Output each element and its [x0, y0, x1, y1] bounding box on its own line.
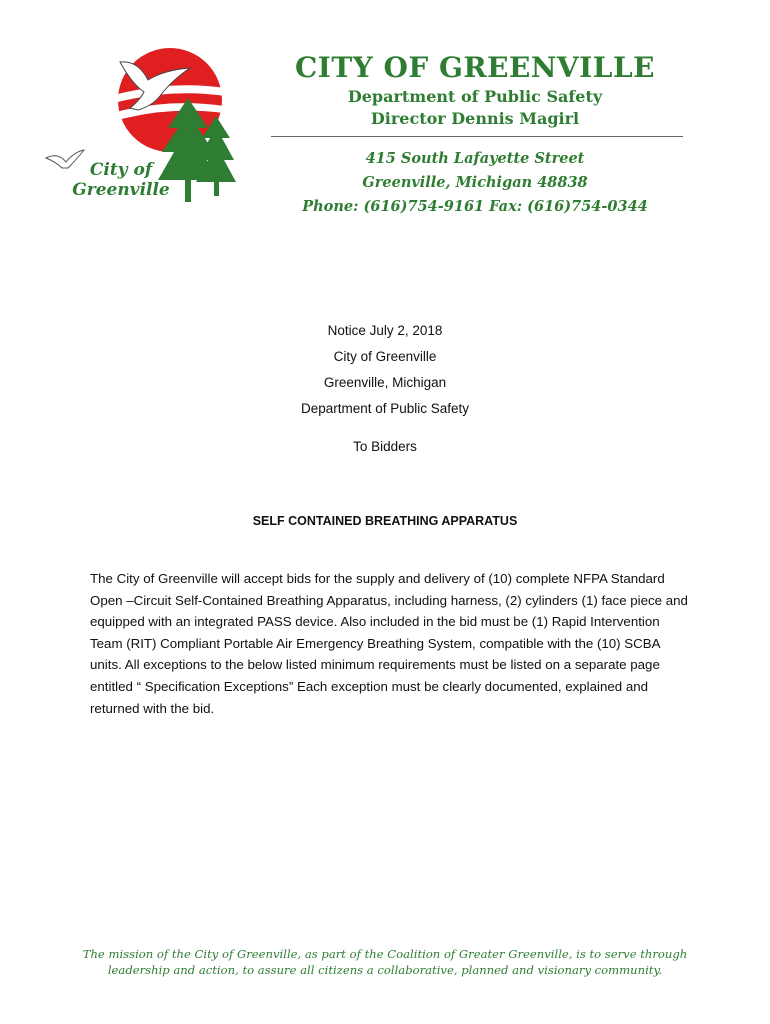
notice-date: Notice July 2, 2018: [327, 323, 443, 338]
address-city: Greenville, Michigan 48838: [362, 174, 588, 191]
address-street: 415 South Lafayette Street: [365, 150, 585, 167]
notice-addressee: To Bidders: [353, 439, 417, 454]
logo-text: [66, 160, 176, 200]
notice-location: Greenville, Michigan: [323, 375, 447, 390]
department-name: Department of Public Safety: [347, 87, 603, 106]
letterhead: [265, 50, 685, 219]
notice-city: City of Greenville: [333, 349, 437, 364]
city-title: CITY OF GREENVILLE: [295, 51, 655, 84]
notice-block: [0, 318, 770, 460]
mission-statement: The mission of the City of Greenville, as part of the Coalition of Greater Greenville, is to serve through leadership and action, to assure all citizens a collaborative, planned and visionary community.: [82, 947, 688, 977]
city-logo: [40, 40, 240, 210]
director-name: Director Dennis Magirl: [370, 109, 580, 128]
phone-fax: Phone: (616)754-9161 Fax: (616)754-0344: [302, 198, 648, 215]
body-paragraph: The City of Greenville will accept bids for the supply and delivery of (10) complete NFPA Standard Open –Circuit Self-Contained Breathing Apparatus, including harness, (2) cylinders (1) face piece and equipped with an integrated PASS device. Also included in the bid must be (1) Rapid Intervention Team (RIT) Compliant Portable Air Emergency Breathing System, compatible with the (10) SCBA units. All exceptions to the below listed minimum requirements must be listed on a separate page entitled “ Specification Exceptions” Each exception must be clearly documented, explained and returned with the bid.: [90, 571, 688, 716]
notice-spacer: [0, 422, 770, 434]
letterhead-divider: [271, 136, 683, 137]
logo-text-line1: City of: [89, 160, 153, 180]
notice-department: Department of Public Safety: [300, 401, 470, 416]
logo-text-line2: Greenville: [72, 180, 170, 200]
document-heading: SELF CONTAINED BREATHING APPARATUS: [252, 514, 518, 528]
